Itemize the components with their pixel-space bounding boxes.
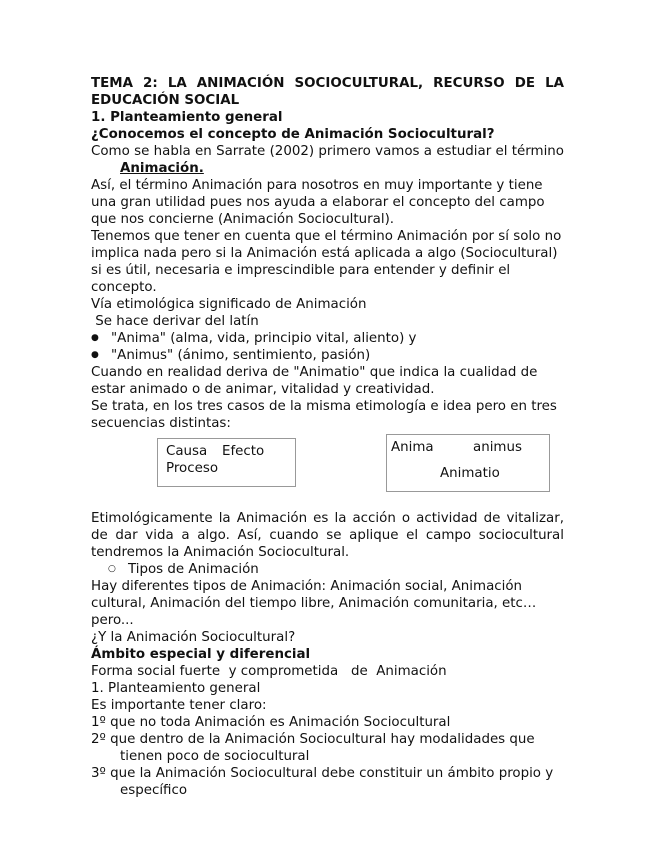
proceso-label: Proceso [166, 461, 219, 476]
list-item-text: "Animus" (ánimo, sentimiento, pasión) [111, 348, 371, 363]
list-item [91, 330, 564, 347]
intro-line: Como se habla en Sarrate (2002) primero vamos a estudiar el término [91, 144, 564, 159]
importante-line: Es importante tener claro: [91, 698, 267, 713]
question-heading: ¿Conocemos el concepto de Animación Sociocultural? [91, 127, 495, 142]
term-line [91, 160, 564, 177]
efecto-label: Efecto [222, 444, 265, 459]
title-line-1: TEMA 2: LA ANIMACIÓN SOCIOCULTURAL, RECURSO DE LA [91, 76, 564, 91]
animatio-label: Animatio [440, 466, 500, 481]
causa-efecto-box [157, 438, 296, 487]
paragraph-types: Hay diferentes tipos de Animación: Animación social, Animación cultural, Animación del tiempo libre, Animación comunitaria, etc… pero... [91, 579, 537, 628]
paragraph-definition: Etimológicamente la Animación es la acción o actividad de vitalizar, de dar vida a algo. Así, cuando se aplique el campo sociocultural tendremos la Animación Sociocultural. [91, 511, 564, 560]
paragraph-sequences: Se trata, en los tres casos de la misma etimología e idea pero en tres secuencias distintas: [91, 399, 557, 431]
numbered-point: 2º que dentro de la Animación Sociocultural hay modalidades que tienen poco de sociocultural [91, 732, 535, 764]
list-item [91, 347, 564, 364]
paragraph-animatio: Cuando en realidad deriva de "Animatio" que indica la cualidad de estar animado o de animar, vitalidad y creatividad. [91, 365, 538, 397]
planteamiento-line: 1. Planteamiento general [91, 681, 261, 696]
document-page [91, 75, 564, 799]
animus-label: animus [473, 440, 522, 455]
list-item-text: Tipos de Animación [128, 562, 259, 577]
anima-label: Anima [391, 440, 434, 455]
forma-social-line: Forma social fuerte y comprometida de Animación [91, 664, 447, 679]
sequence-diagram [91, 432, 564, 510]
bullet-icon: ● [91, 350, 99, 360]
paragraph-context: Tenemos que tener en cuenta que el término Animación por sí solo no implica nada pero si la Animación está aplicada a algo (Sociocultural) si es útil, necesaria e imprescindible para entender y definir el concepto. [91, 229, 562, 295]
anima-animus-box [386, 434, 550, 492]
list-item-text: "Anima" (alma, vida, principio vital, aliento) y [111, 331, 417, 346]
section-heading: 1. Planteamiento general [91, 110, 283, 125]
term-animacion: Animación. [120, 161, 204, 176]
numbered-point: 3º que la Animación Sociocultural debe constituir un ámbito propio y específico [91, 766, 554, 798]
latin-label: Se hace derivar del latín [91, 314, 259, 329]
etymology-label: Vía etimológica significado de Animación [91, 297, 367, 312]
heading-ambito: Ámbito especial y diferencial [91, 647, 311, 662]
circle-bullet-icon: ○ [108, 564, 116, 574]
question-sociocultural: ¿Y la Animación Sociocultural? [91, 630, 296, 645]
list-item [91, 561, 564, 578]
numbered-point: 1º que no toda Animación es Animación Sociocultural [91, 715, 451, 730]
causa-label: Causa [166, 444, 208, 459]
bullet-icon: ● [91, 333, 99, 343]
title-line-2: EDUCACIÓN SOCIAL [91, 93, 240, 108]
paragraph-utility: Así, el término Animación para nosotros en muy importante y tiene una gran utilidad pues nos ayuda a elaborar el concepto del campo que nos concierne (Animación Sociocultural). [91, 178, 545, 227]
